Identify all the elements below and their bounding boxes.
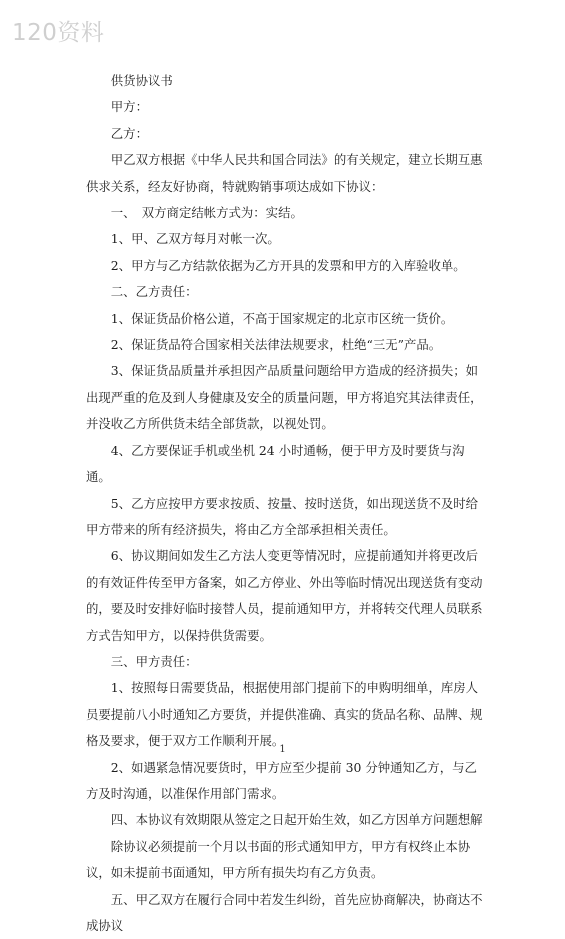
section-2-item-5: 5、乙方应按甲方要求按质、按量、按时送货，如出现送货不及时给甲方带来的所有经济损失，将由乙方全部承担相关责任。	[86, 495, 479, 537]
watermark-logo: 120资料	[12, 20, 105, 46]
section-4-first-line: 四、本协议有效期限从签定之日起开始生效，如乙方因单方问题想解	[110, 812, 483, 828]
section-1-heading: 一、 双方商定结帐方式为：实结。	[110, 205, 303, 221]
section-2-heading: 二、乙方责任：	[110, 284, 198, 300]
section-3-item-2: 2、如遇紧急情况要货时，甲方应至少提前 30 分钟通知乙方，与乙方及时沟通，以准保作用部门需求。	[86, 759, 477, 801]
section-2-item-3: 3、保证货品质量并承担因产品质量问题给甲方造成的经济损失；如出现严重的危及到人身健康及安全的质量问题，甲方将追究其法律责任，并没收乙方所供货未结全部货款，以视处罚。	[86, 363, 483, 432]
section-2-item-1: 1、保证货品价格公道，不高于国家规定的北京市区统一货价。	[110, 310, 454, 326]
section-2-item-6: 6、协议期间如发生乙方法人变更等情况时，应提前通知并将更改后的有效证件传至甲方备案，如乙方停业、外出等临时情况出现送货有变动的，要及时安排好临时接替人员，提前通知甲方，并将转交代理人员联系方式告知甲方，以保持供货需要。	[86, 548, 483, 643]
party-b-line: 乙方：	[110, 125, 148, 141]
party-a-line: 甲方：	[110, 99, 148, 115]
page-number: 1	[279, 744, 286, 755]
section-2-item-4: 4、乙方要保证手机或坐机 24 小时通畅，便于甲方及时要货与沟通。	[86, 442, 465, 485]
section-1-item-2: 2、甲方与乙方结款依据为乙方开具的发票和甲方的入库验收单。	[110, 257, 466, 273]
intro-paragraph: 甲乙双方根据《中华人民共和国合同法》的有关规定，建立长期互惠供求关系，经友好协商，特就购销事项达成如下协议：	[86, 152, 483, 194]
section-2-item-2: 2、保证货品符合国家相关法律法规要求，杜绝“三无”产品。	[110, 337, 442, 353]
agreement-document	[86, 68, 486, 939]
section-3-item-1: 1、按照每日需要货品，根据使用部门提前下的申购明细单，库房人员要提前八小时通知乙方要货，并提供准确、真实的货品名称、品牌、规格及要求，便于双方工作顺利开展。	[86, 680, 483, 749]
section-3-heading: 三、甲方责任：	[110, 653, 198, 669]
section-5-paragraph: 五、甲乙双方在履行合同中若发生纠纷，首先应协商解决，协商达不成协议	[86, 891, 483, 933]
section-4-continuation: 除协议必须提前一个月以书面的形式通知甲方，甲方有权终止本协议，如未提前书面通知，甲方所有损失均有乙方负责。	[86, 838, 471, 881]
section-1-item-1: 1、甲、乙双方每月对帐一次。	[110, 231, 280, 247]
document-title: 供货协议书	[110, 73, 173, 88]
